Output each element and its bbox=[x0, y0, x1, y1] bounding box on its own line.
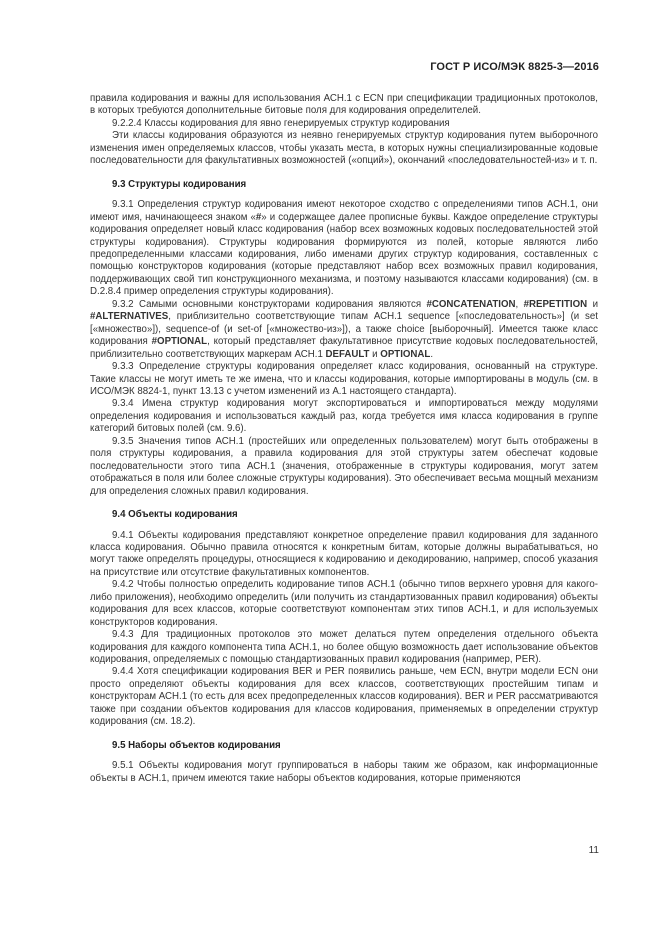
paragraph: 9.4.1 Объекты кодирования представляют конкретное определение правил кодирования для заданного класса кодирования. Обычно правила относятся к конкретным битам, которые должны вырабатываться, но могут также определять процедуры, относящиеся к кодированию и декодированию, например, способ указания на присутствие или отсутствие факультативных компонентов. bbox=[90, 529, 598, 578]
document-body bbox=[90, 93, 598, 785]
text-run: и bbox=[587, 298, 598, 310]
paragraph bbox=[90, 299, 598, 361]
bold-term: # bbox=[255, 211, 262, 223]
paragraph: 9.5.1 Объекты кодирования могут группироваться в наборы таким же образом, как информационные объекты в АСН.1, причем имеются такие наборы объектов кодирования, которые применяются bbox=[90, 760, 598, 784]
text-run: , который представляет факультативное присутствие кодовых последовательностей, приблизительно соответствующих маркерам АСН.1 bbox=[90, 336, 598, 360]
text-run: , приблизительно соответствующие типам АСН.1 sequence [«последовательность»] (и set [«множество»]), sequence-of (и set-of [«множество-из»]), а также choice [выборочный]. Имеется также класс кодирования bbox=[90, 311, 598, 348]
paragraph: 9.3.3 Определение структуры кодирования определяет класс кодирования, основанный на структуре. Такие классы не могут иметь те же имена, что и классы кодирования, которые импортированы в модуль (см. в ИСО/МЭК 8824-1, пункт 13.13 с учетом изменений из А.1 настоящего стандарта). bbox=[90, 361, 598, 397]
paragraph: правила кодирования и важны для использования АСН.1 с ECN при спецификации традиционных протоколов, в которых требуются дополнительные битовые поля для кодирования определителей. bbox=[90, 93, 598, 117]
bold-term: OPTIONAL bbox=[380, 348, 431, 360]
text-run: 9.3.1 Определения структур кодирования имеют некоторое сходство с определениями типов АСН.1, они имеют имя, начинающееся знаком « bbox=[90, 199, 598, 223]
text-run: . bbox=[430, 348, 434, 360]
paragraph: 9.3.5 Значения типов АСН.1 (простейших или определенных пользователем) могут быть отображены в поля структуры кодирования, а правила кодирования для этой структуры затем обеспечат кодовые последовательности этого типа АСН.1 (значения, отображенные в структуры кодирования, могут затем отображаться в поля или более сложные структуры кодирования). Это обеспечивает весьма мощный механизм для определения сложных правил кодирования. bbox=[90, 435, 598, 497]
paragraph bbox=[90, 199, 598, 299]
text-run: 9.3.2 Самыми основными конструкторами кодирования являются bbox=[112, 298, 427, 310]
paragraph: 9.4.4 Хотя спецификации кодирования BER и PER появились раньше, чем ECN, внутри модели ECN они просто определяют объекты кодирования для всех классов, соответствующих простейшим типам и конструкторам АСН.1 (то есть для всех предопределенных классов кодирования). BER и PER рассматриваются также при создании объектов кодирования для классов кодирования, применяемых в определении структур кодирования (см. 18.2). bbox=[90, 666, 598, 728]
bold-term: DEFAULT bbox=[325, 348, 370, 360]
paragraph: 9.2.2.4 Классы кодирования для явно генерируемых структур кодирования bbox=[112, 117, 450, 129]
bold-term: #ALTERNATIVES bbox=[90, 311, 169, 323]
text-run: » и содержащее далее прописные буквы. Каждое определение структуры кодирования определяет новый класс кодирования (набор всех возможных кодовых последовательностей этой структуры кодирования). Структуры кодирования формируются из полей, которые являются либо предопределенными классами кодирования, либо именами других структур кодирования, составленных с помощью конструкторов кодирования (которые представляют набор всех возможных правил кодирования, поддерживающих свой тип конструкционного механизма, и поэтому называются классами кодирования) (см. в D.2.8.4 пример определения структуры кодирования). bbox=[90, 211, 598, 298]
bold-term: #CONCATENATION bbox=[426, 298, 516, 310]
paragraph: 9.4.3 Для традиционных протоколов это может делаться путем определения отдельного объекта кодирования для каждого компонента типа АСН.1, но более общую возможность дает использование объектов кодирования, определяемых с помощью стандартизованных правил кодирования (например, PER). bbox=[90, 629, 598, 666]
paragraph: 9.3.4 Имена структур кодирования могут экспортироваться и импортироваться между модулями определения кодирования и использоваться каждый раз, когда требуется имя класса кодирования в группе категорий битовых полей (см. 9.6). bbox=[90, 398, 598, 435]
bold-term: #OPTIONAL bbox=[151, 336, 208, 348]
paragraph: 9.4.2 Чтобы полностью определить кодирование типов АСН.1 (обычно типов верхнего уровня для какого-либо приложения), необходимо определить (или получить из стандартизованных правил кодирования) объекты кодирования для всех классов, которые соответствуют компонентам этих типов АСН.1, и для используемых конструкторов кодирования. bbox=[90, 579, 598, 628]
document-header: ГОСТ Р ИСО/МЭК 8825-3—2016 bbox=[430, 61, 599, 73]
page-number: 11 bbox=[588, 845, 599, 856]
section-heading: 9.3 Структуры кодирования bbox=[112, 178, 247, 190]
text-run: , bbox=[515, 298, 524, 310]
section-heading: 9.4 Объекты кодирования bbox=[112, 509, 238, 521]
section-heading: 9.5 Наборы объектов кодирования bbox=[112, 739, 281, 751]
bold-term: #REPETITION bbox=[523, 298, 588, 310]
text-run: и bbox=[369, 348, 381, 360]
paragraph: Эти классы кодирования образуются из неявно генерируемых структур кодирования путем выборочного изменения имен определяемых классов, чтобы указать места, в которых нужны специализированные кодовые последовательности для факультативных возможностей («опций»), окончаний «последовательностей-из» и т. п. bbox=[90, 130, 598, 167]
